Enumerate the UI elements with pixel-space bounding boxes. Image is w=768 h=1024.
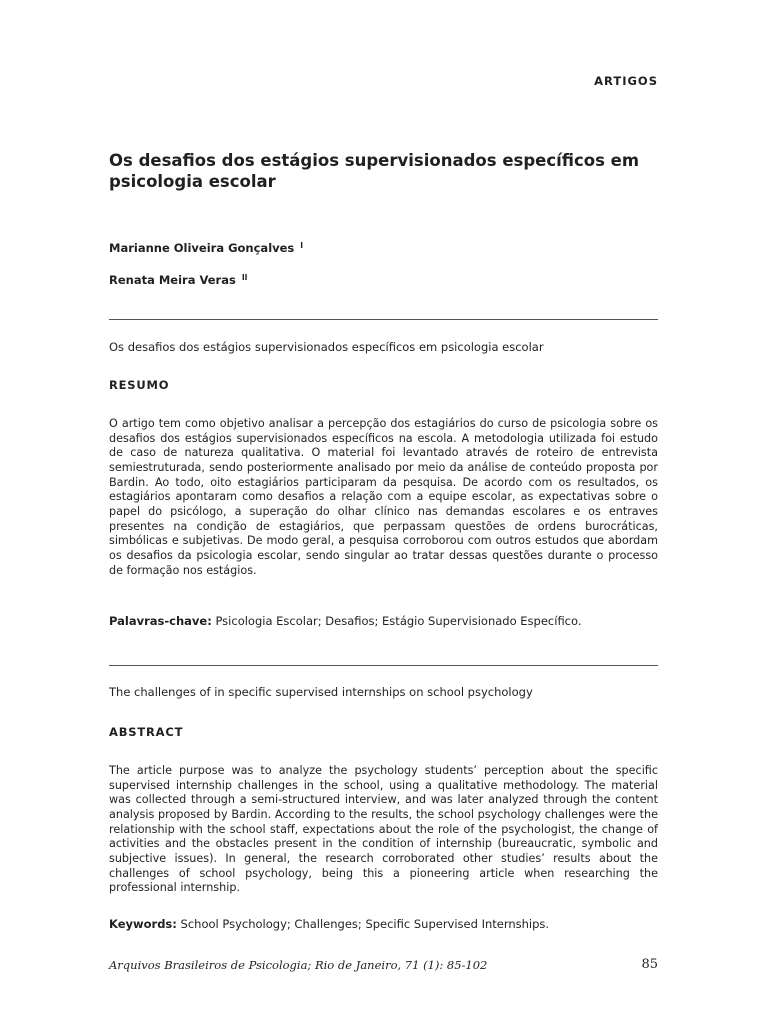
- author-2-affiliation: II: [241, 273, 248, 282]
- abstract-text: The article purpose was to analyze the psychology students’ perception about the specific supervised internship challenges in the school, using a qualitative methodology. The material was collected through a semi-structured interview, and was later analyzed through the content analysis proposed by Bardin. According to the results, the school psychology challenges were the relationship with the school staff, expectations about the role of the psychologist, the change of activities and the obstacles present in the condition of internship (bureaucratic, symbolic and subjective issues). In general, the research corroborated other studies’ results about the challenges of school psychology, being this a pioneering article when researching the professional internship.: [109, 764, 658, 895]
- article-title: Os desafios dos estágios supervisionados específicos em psicologia escolar: [109, 151, 640, 191]
- palavras-chave: [109, 614, 669, 628]
- palavras-chave-label: Palavras-chave:: [109, 614, 212, 628]
- portuguese-title: Os desafios dos estágios supervisionados específicos em psicologia escolar: [109, 340, 544, 354]
- keywords: [109, 917, 669, 931]
- author-2: [109, 273, 247, 287]
- resumo-heading: RESUMO: [109, 378, 170, 392]
- english-title: The challenges of in specific supervised internships on school psychology: [109, 685, 533, 699]
- resumo-text: O artigo tem como objetivo analisar a percepção dos estagiários do curso de psicologia sobre os desafios dos estágios supervisionados específicos na escola. A metodologia utilizada foi estudo de caso de natureza qualitativa. O material foi levantado através de roteiro de entrevista semiestruturada, sendo posteriormente analisado por meio da análise de conteúdo proposta por Bardin. Ao todo, oito estagiários participaram da pesquisa. De acordo com os resultados, os estagiários apontaram como desafios a relação com a equipe escolar, as expectativas sobre o papel do psicólogo, a superação do olhar clínico nas demandas escolares e os entraves presentes na condição de estagiários, que perpassam questões de ordens burocráticas, simbólicas e subjetivas. De modo geral, a pesquisa corroborou com outros estudos que abordam os desafios da psicologia escolar, sendo singular ao tratar dessas questões durante o processo de formação nos estágios.: [109, 417, 658, 577]
- author-2-name: Renata Meira Veras: [109, 273, 236, 287]
- author-1-name: Marianne Oliveira Gonçalves: [109, 241, 295, 255]
- page-number: 85: [641, 957, 658, 972]
- author-1-affiliation: I: [300, 241, 304, 250]
- section-label: ARTIGOS: [594, 74, 658, 88]
- author-1: [109, 241, 303, 255]
- keywords-list: School Psychology; Challenges; Specific Supervised Internships.: [180, 917, 550, 931]
- divider-top: [109, 319, 658, 320]
- abstract-heading: ABSTRACT: [109, 725, 184, 739]
- palavras-chave-list: Psicologia Escolar; Desafios; Estágio Supervisionado Específico.: [215, 614, 582, 628]
- footer-citation: Arquivos Brasileiros de Psicologia; Rio de Janeiro, 71 (1): 85-102: [109, 958, 488, 972]
- keywords-label: Keywords:: [109, 917, 177, 931]
- divider-middle: [109, 665, 658, 666]
